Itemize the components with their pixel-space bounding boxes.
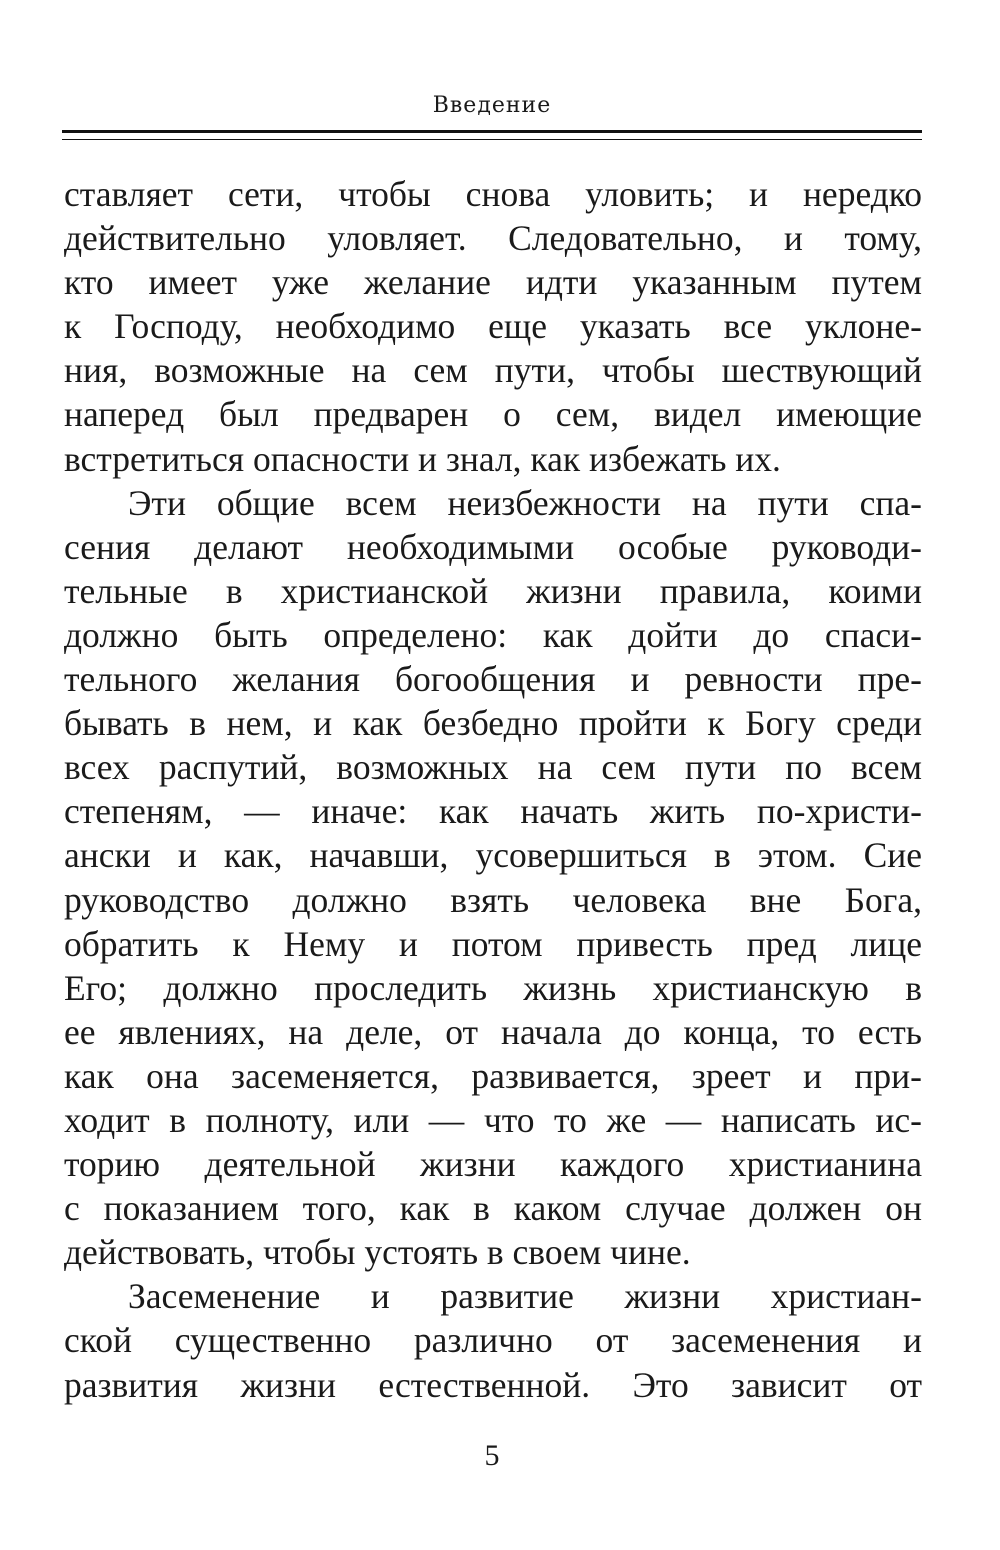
text-line: как она засеменяется, развивается, зреет и при- <box>64 1055 922 1096</box>
text-line: всех распутий, возможных на сем пути по всем <box>64 747 922 788</box>
text-line: руководство должно взять человека вне Бога, <box>64 879 922 920</box>
text-line: наперед был предварен о сем, видел имеющие <box>64 394 922 435</box>
text-line: степеням, — иначе: как начать жить по-христи- <box>64 791 922 832</box>
text-line: ее явлениях, на деле, от начала до конца, то есть <box>64 1011 922 1052</box>
text-line: ходит в полноту, или — что то же — написать ис- <box>64 1099 922 1140</box>
text-line: торию деятельной жизни каждого христианина <box>64 1144 922 1185</box>
running-title: Введение <box>432 93 552 118</box>
text-line: ской существенно различно от засеменения и <box>64 1320 922 1361</box>
paragraph-first-line: Засеменение и развитие жизни христиан- <box>128 1276 922 1317</box>
text-line: должно быть определено: как дойти до спаси- <box>64 614 922 655</box>
text-line: действовать, чтобы устоять в своем чине. <box>64 1232 691 1273</box>
text-line: встретиться опасности и знал, как избежать их. <box>64 438 781 479</box>
text-line: ставляет сети, чтобы снова уловить; и нередко <box>64 174 922 214</box>
page-number: 5 <box>484 1439 500 1472</box>
text-line: тельные в христианской жизни правила, коими <box>64 570 922 611</box>
text-line: развития жизни естественной. Это зависит от <box>64 1364 922 1405</box>
text-line: действительно уловляет. Следовательно, и тому, <box>64 218 922 259</box>
text-line: к Господу, необходимо еще указать все уклоне- <box>64 306 922 347</box>
body-text <box>64 172 922 1407</box>
text-line: тельного желания богообщения и ревности пре- <box>64 659 922 700</box>
text-line: ански и как, начавши, усовершиться в этом. Сие <box>64 835 922 876</box>
header-rule-thick <box>62 130 922 133</box>
text-line: бывать в нем, и как безбедно пройти к Богу среди <box>64 703 922 744</box>
header-rule-thin <box>62 139 922 140</box>
text-line: с показанием того, как в каком случае должен он <box>64 1188 922 1229</box>
text-line: ния, возможные на сем пути, чтобы шествующий <box>64 350 922 391</box>
text-line: обратить к Нему и потом привесть пред лице <box>64 923 922 964</box>
text-line: Его; должно проследить жизнь христианскую в <box>64 967 922 1008</box>
paragraph-first-line: Эти общие всем неизбежности на пути спа- <box>128 482 922 523</box>
text-line: кто имеет уже желание идти указанным путем <box>64 262 922 303</box>
text-line: сения делают необходимыми особые руководи- <box>64 526 922 567</box>
